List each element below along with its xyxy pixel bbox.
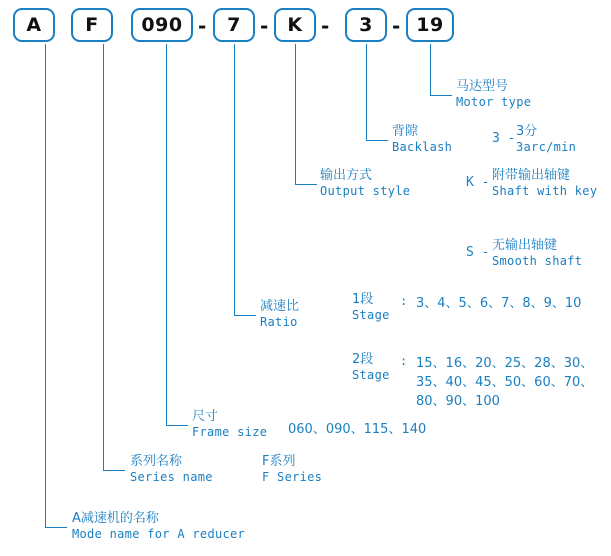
leader-line-frame-size-horizontal xyxy=(166,425,188,426)
ratio-stage-2-values-line-3: 80、90、100 xyxy=(416,394,500,409)
leader-line-frame-size-vertical xyxy=(166,44,167,426)
leader-line-mode-name-vertical xyxy=(45,44,46,528)
leader-line-backlash-horizontal xyxy=(366,140,388,141)
backlash-value xyxy=(516,124,576,155)
callout-motor-type-en: Motor type xyxy=(456,95,532,109)
ratio-stage-2-en: Stage xyxy=(352,368,390,382)
series-name-value xyxy=(262,454,322,485)
ratio-stage-2-colon: : xyxy=(400,354,408,368)
ratio-stage-1-cn: 1段 xyxy=(352,292,374,307)
output-style-value-key-s: S - xyxy=(466,245,490,260)
leader-line-series-name-horizontal xyxy=(103,470,125,471)
separator-dash-1: - xyxy=(198,14,207,38)
ratio-stage-2-values-line-1: 15、16、20、25、28、30、 xyxy=(416,356,594,371)
code-box-series-name: F xyxy=(71,8,113,42)
separator-dash-2: - xyxy=(260,14,269,38)
callout-motor-type xyxy=(456,79,531,110)
callout-mode-name-cn: A减速机的名称 xyxy=(72,511,159,526)
callout-ratio xyxy=(260,299,299,330)
callout-ratio-cn: 减速比 xyxy=(260,299,300,314)
leader-line-series-name-vertical xyxy=(103,44,104,471)
ratio-stage-2-cn: 2段 xyxy=(352,352,374,367)
code-box-motor-type: 19 xyxy=(406,8,454,42)
callout-motor-type-cn: 马达型号 xyxy=(456,79,509,94)
output-style-value-k xyxy=(492,168,597,199)
ratio-stage-2-label xyxy=(352,352,390,383)
leader-line-output-style-vertical xyxy=(295,44,296,185)
callout-output-style-en: Output style xyxy=(320,184,411,198)
callout-backlash-cn: 背隙 xyxy=(392,124,419,139)
callout-frame-size-en: Frame size xyxy=(192,425,268,439)
callout-mode-name xyxy=(72,511,245,542)
code-box-ratio: 7 xyxy=(213,8,255,42)
backlash-value-key: 3 - xyxy=(492,131,516,146)
callout-mode-name-en: Mode name for A reducer xyxy=(72,527,246,541)
leader-line-output-style-horizontal xyxy=(295,184,317,185)
callout-series-name xyxy=(130,454,213,485)
output-style-value-k-cn: 附带输出轴键 xyxy=(492,168,571,183)
code-box-frame-size: 090 xyxy=(131,8,193,42)
callout-output-style-cn: 输出方式 xyxy=(320,168,373,183)
output-style-value-s-cn: 无输出轴键 xyxy=(492,238,558,253)
callout-frame-size-cn: 尺寸 xyxy=(192,409,219,424)
callout-output-style xyxy=(320,168,410,199)
frame-size-values: 060、090、115、140 xyxy=(288,422,427,437)
output-style-value-k-en: Shaft with key xyxy=(492,184,598,198)
code-box-series-letter: A xyxy=(13,8,55,42)
separator-dash-4: - xyxy=(392,14,401,38)
backlash-value-cn: 3分 xyxy=(516,124,538,139)
series-name-value-cn: F系列 xyxy=(262,454,296,469)
callout-ratio-en: Ratio xyxy=(260,315,298,329)
ratio-stage-2-values-line-2: 35、40、45、50、60、70、 xyxy=(416,375,594,390)
ratio-stage-1-label xyxy=(352,292,390,323)
output-style-value-key-k: K - xyxy=(466,175,490,190)
separator-dash-3: - xyxy=(321,14,330,38)
callout-series-name-cn: 系列名称 xyxy=(130,454,183,469)
callout-frame-size xyxy=(192,409,267,440)
series-name-value-en: F Series xyxy=(262,470,323,484)
leader-line-backlash-vertical xyxy=(366,44,367,141)
callout-backlash-en: Backlash xyxy=(392,140,453,154)
leader-line-ratio-vertical xyxy=(234,44,235,316)
code-box-backlash: 3 xyxy=(345,8,387,42)
callout-backlash xyxy=(392,124,452,155)
code-box-output-style: K xyxy=(274,8,316,42)
ratio-stage-1-values-line-1: 3、4、5、6、7、8、9、10 xyxy=(416,296,582,311)
ratio-stage-1-en: Stage xyxy=(352,308,390,322)
leader-line-mode-name-horizontal xyxy=(45,527,67,528)
output-style-value-s xyxy=(492,238,582,269)
leader-line-motor-type-vertical xyxy=(430,44,431,96)
leader-line-ratio-horizontal xyxy=(234,315,256,316)
leader-line-motor-type-horizontal xyxy=(430,95,452,96)
backlash-value-en: 3arc/min xyxy=(516,140,577,154)
output-style-value-s-en: Smooth shaft xyxy=(492,254,583,268)
ratio-stage-1-colon: : xyxy=(400,294,408,308)
callout-series-name-en: Series name xyxy=(130,470,213,484)
